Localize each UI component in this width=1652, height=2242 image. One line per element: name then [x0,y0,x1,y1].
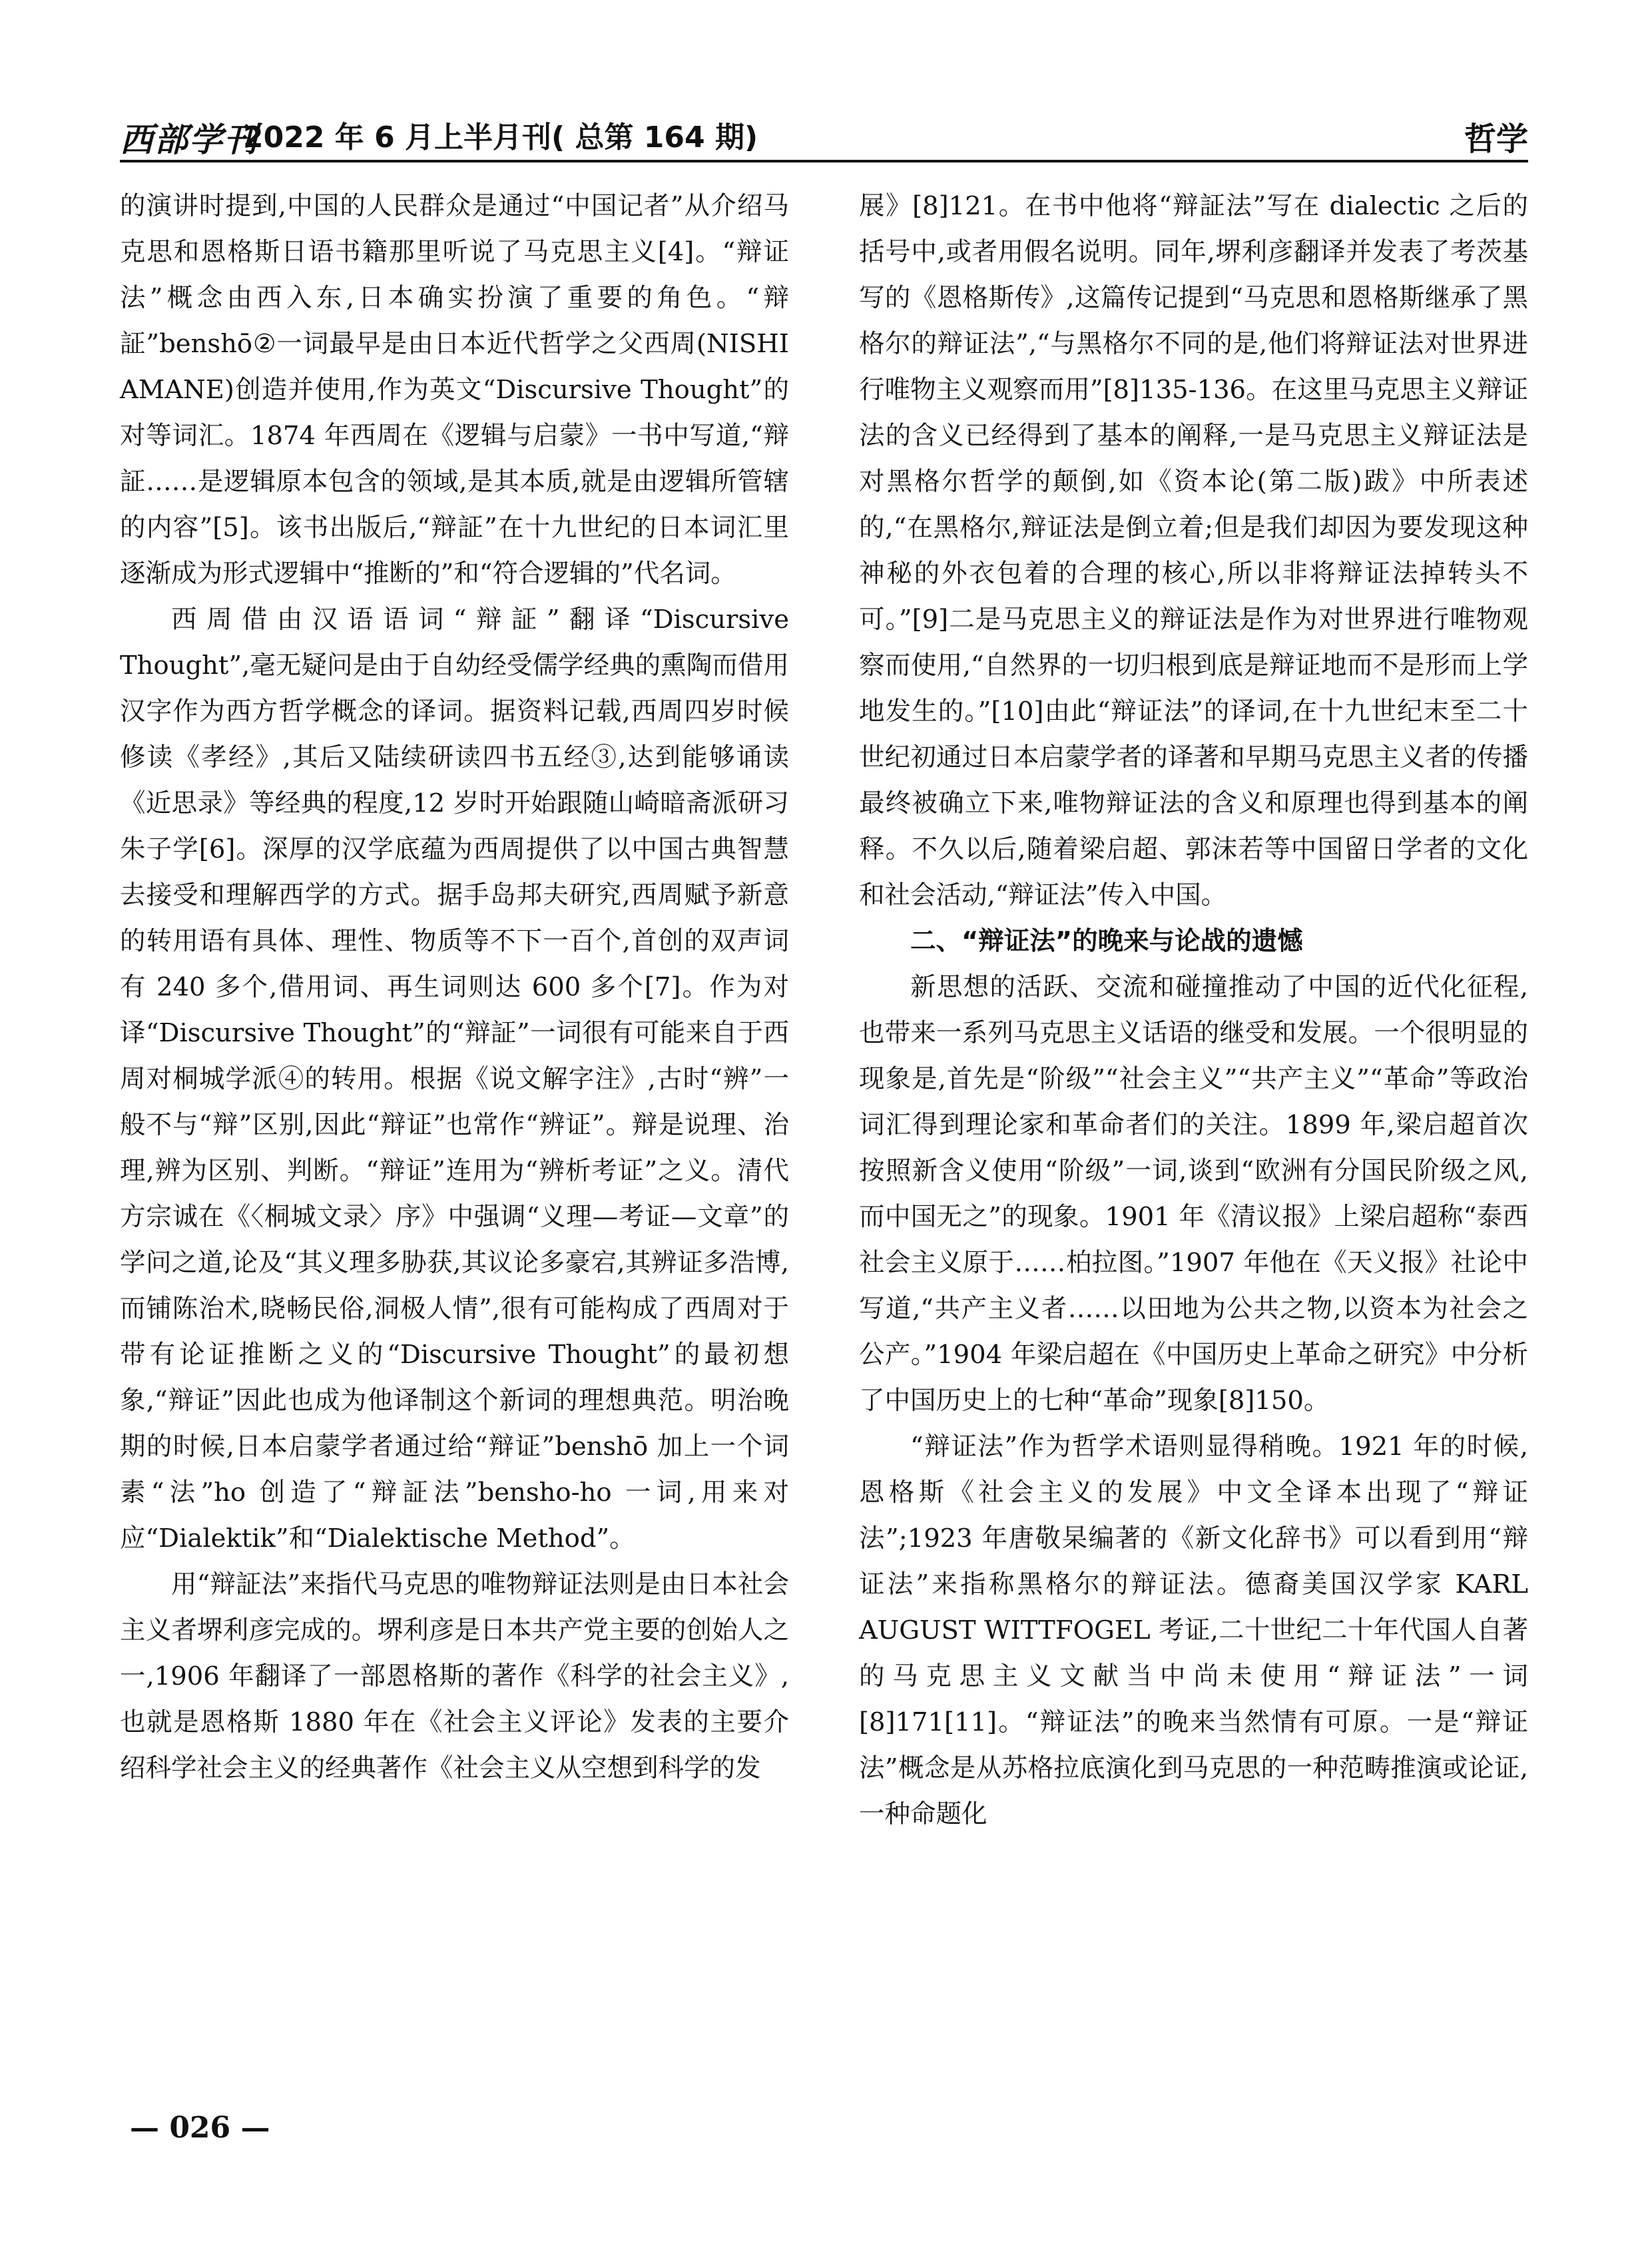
right-paragraph-3: “辩证法”作为哲学术语则显得稍晚。1921 年的时候,恩格斯《社会主义的发展》中文全译本出现了“辩证法”;1923 年唐敬杲编著的《新文化辞书》可以看到用“辩证法”来指称黑格尔的辩证法。德裔美国汉学家 KARL AUGUST WITTFOGEL 考证,二十世纪二十年代国人自著的马克思主义文献当中尚未使用“辩证法”一词[8]171[11]。“辩证法”的晚来当然情有可原。一是“辩证法”概念是从苏格拉底演化到马克思的一种范畴推演或论证,一种命题化 [859,1432,1528,1829]
left-paragraph-1: 的演讲时提到,中国的人民群众是通过“中国记者”从介绍马克思和恩格斯日语书籍那里听说了马克思主义[4]。“辩证法”概念由西入东,日本确实扮演了重要的角色。“辩証”benshō②一词最早是由日本近代哲学之父西周(NISHI AMANE)创造并使用,作为英文“Discursive Thought”的对等词汇。1874 年西周在《逻辑与启蒙》一书中写道,“辩証……是逻辑原本包含的领域,是其本质,就是由逻辑所管辖的内容”[5]。该书出版后,“辩証”在十九世纪的日本词汇里逐渐成为形式逻辑中“推断的”和“符合逻辑的”代名词。 [120,191,789,589]
issue-info: 2022 年 6 月上半月刊( 总第 164 期) [243,121,758,154]
left-column [120,183,789,1791]
page-header [120,107,1528,162]
left-paragraph-2: 西周借由汉语语词“辩証”翻译“Discursive Thought”,毫无疑问是由于自幼经受儒学经典的熏陶而借用汉字作为西方哲学概念的译词。据资料记载,西周四岁时候修读《孝经》,其后又陆续研读四书五经③,达到能够诵读《近思录》等经典的程度,12 岁时开始跟随山崎暗斋派研习朱子学[6]。深厚的汉学底蕴为西周提供了以中国古典智慧去接受和理解西学的方式。据手岛邦夫研究,西周赋予新意的转用语有具体、理性、物质等不下一百个,首创的双声词有 240 多个,借用词、再生词则达 600 多个[7]。作为对译“Discursive Thought”的“辩証”一词很有可能来自于西周对桐城学派④的转用。根据《说文解字注》,古时“辨”一般不与“辩”区别,因此“辩证”也常作“辨证”。辩是说理、治理,辨为区别、判断。“辩证”连用为“辨析考证”之义。清代方宗诚在《〈桐城文录〉序》中强调“义理—考证—文章”的学问之道,论及“其义理多胁获,其议论多豪宕,其辨证多浩博,而铺陈治术,晓畅民俗,洞极人情”,很有可能构成了西周对于带有论证推断之义的“Discursive Thought”的最初想象,“辩证”因此也成为他译制这个新词的理想典范。明治晚期的时候,日本启蒙学者通过给“辩证”benshō 加上一个词素“法”ho 创造了“辩証法”bensho-ho 一词,用来对应“Dialektik”和“Dialektische Method”。 [120,605,789,1553]
right-paragraph-2: 新思想的活跃、交流和碰撞推动了中国的近代化征程,也带来一系列马克思主义话语的继受和发展。一个很明显的现象是,首先是“阶级”“社会主义”“共产主义”“革命”等政治词汇得到理论家和革命者们的关注。1899 年,梁启超首次按照新含义使用“阶级”一词,谈到“欧洲有分国民阶级之风,而中国无之”的现象。1901 年《清议报》上梁启超称“泰西社会主义原于……柏拉图。”1907 年他在《天义报》社论中写道,“共产主义者……以田地为公共之物,以资本为社会之公产。”1904 年梁启超在《中国历史上革命之研究》中分析了中国历史上的七种“革命”现象[8]150。 [859,972,1528,1416]
page-number: — 026 — [130,2111,270,2145]
section-label: 哲学 [1464,121,1528,158]
right-column [859,183,1528,1837]
right-paragraph-1: 展》[8]121。在书中他将“辩証法”写在 dialectic 之后的括号中,或者用假名说明。同年,堺利彦翻译并发表了考茨基写的《恩格斯传》,这篇传记提到“马克思和恩格斯继承了黑格尔的辩证法”,“与黑格尔不同的是,他们将辩证法对世界进行唯物主义观察而用”[8]135-136。在这里马克思主义辩证法的含义已经得到了基本的阐释,一是马克思主义辩证法是对黑格尔哲学的颠倒,如《资本论(第二版)跋》中所表述的,“在黑格尔,辩证法是倒立着;但是我们却因为要发现这种神秘的外衣包着的合理的核心,所以非将辩证法掉转头不可。”[9]二是马克思主义的辩证法是作为对世界进行唯物观察而使用,“自然界的一切归根到底是辩证地而不是形而上学地发生的。”[10]由此“辩证法”的译词,在十九世纪末至二十世纪初通过日本启蒙学者的译著和早期马克思主义者的传播最终被确立下来,唯物辩证法的含义和原理也得到基本的阐释。不久以后,随着梁启超、郭沫若等中国留日学者的文化和社会活动,“辩证法”传入中国。 [859,191,1528,910]
journal-name: 西部学刊 [120,120,258,159]
left-paragraph-3: 用“辩証法”来指代马克思的唯物辩证法则是由日本社会主义者堺利彦完成的。堺利彦是日本共产党主要的创始人之一,1906 年翻译了一部恩格斯的著作《科学的社会主义》,也就是恩格斯 1880 年在《社会主义评论》发表的主要介绍科学社会主义的经典著作《社会主义从空想到科学的发 [120,1569,789,1783]
section-heading: 二、“辩证法”的晚来与论战的遗憾 [910,926,1303,956]
